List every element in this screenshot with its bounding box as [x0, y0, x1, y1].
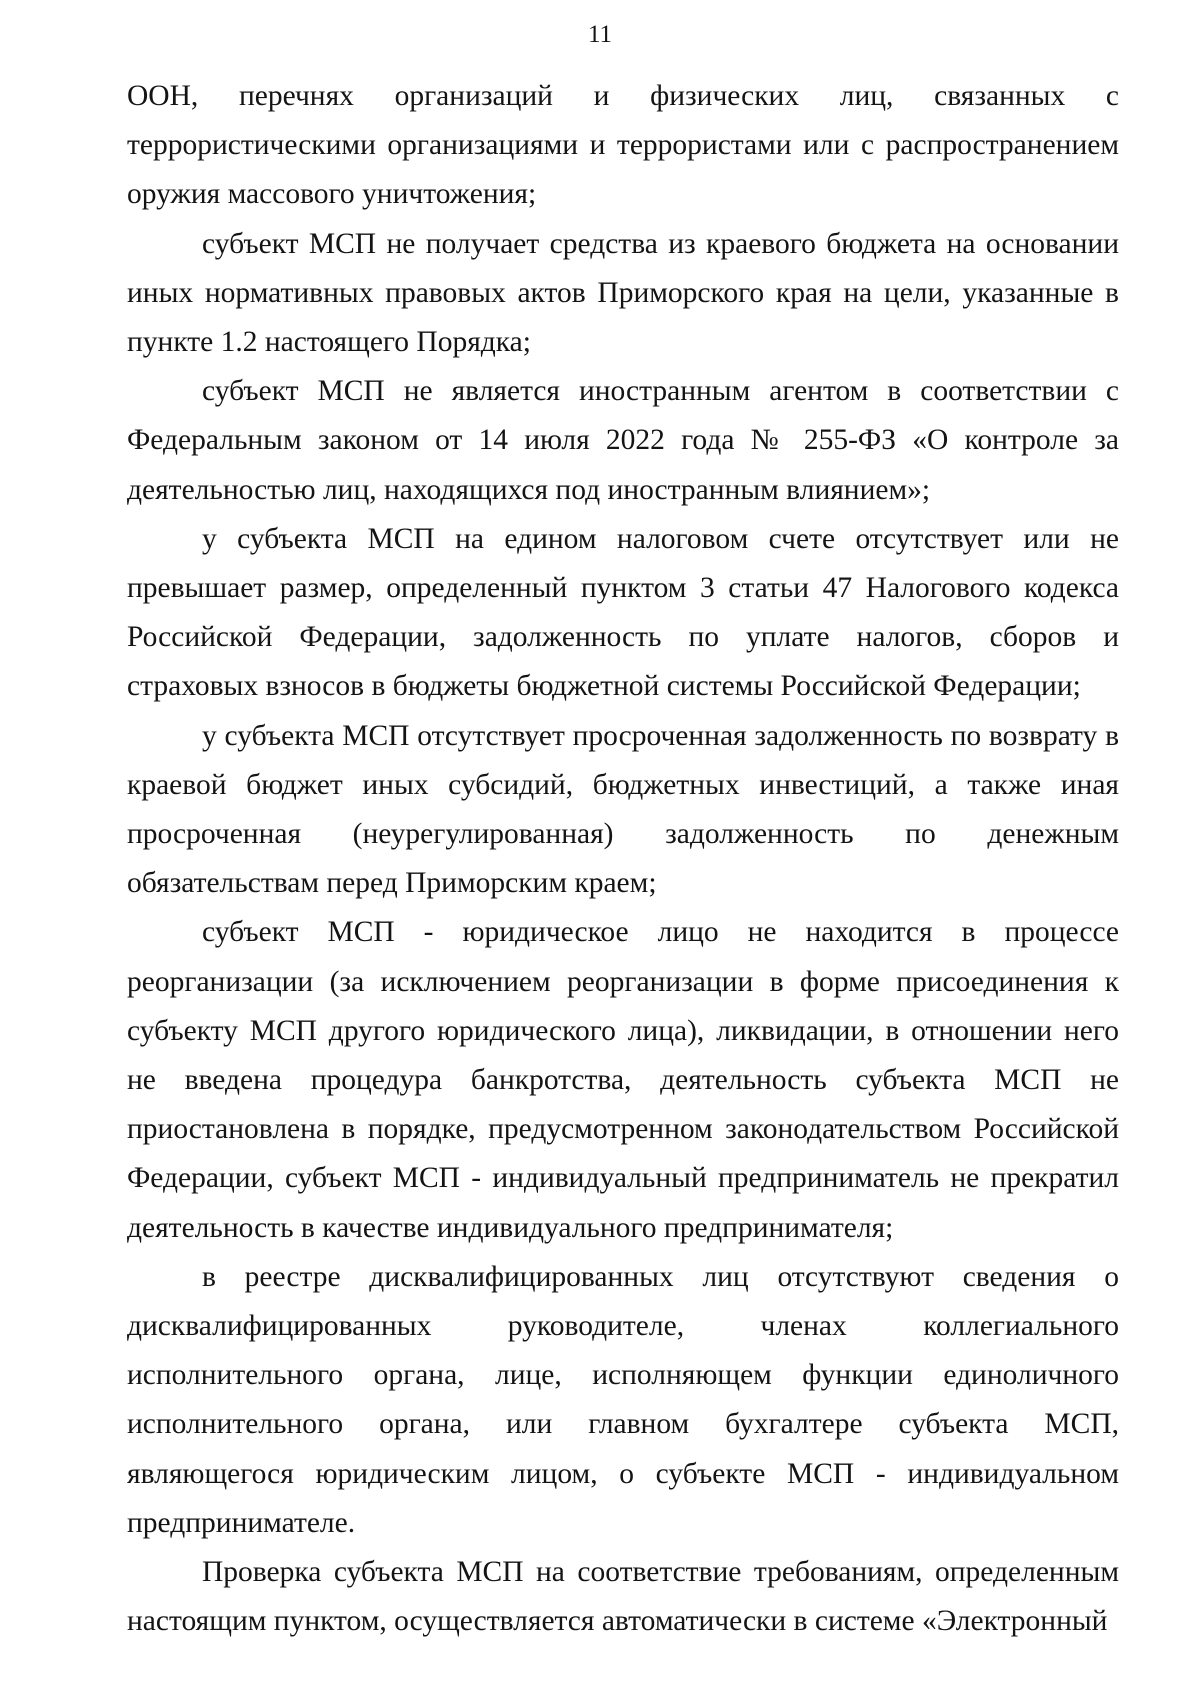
- paragraph-reorganization: субъект МСП - юридическое лицо не находится в процессе реорганизации (за исключением реорганизации в форме присоединения к субъекту МСП другого юридического лица), ликвидации, в отношении него не введена процедура банкротства, деятельность субъекта МСП не приостановлена в порядке, предусмотренном законодательством Российской Федерации, субъект МСП - индивидуальный предприниматель не прекратил деятельность в качестве индивидуального предпринимателя;: [127, 916, 1119, 1244]
- paragraph-disqualified-registry: в реестре дисквалифицированных лиц отсутствуют сведения о дисквалифицированных руководителе, членах коллегиального исполнительного органа, лице, исполняющем функции единоличного исполнительного органа, или главном бухгалтере субъекта МСП, являющегося юридическим лицом, о субъекте МСП - индивидуальном предпринимателе.: [127, 1260, 1119, 1539]
- page-number: 11: [587, 21, 613, 48]
- paragraph-continuation: ООН, перечнях организаций и физических лиц, связанных с террористическими организациями и террористами или с распространением оружия массового уничтожения;: [127, 80, 1119, 211]
- paragraph-overdue-debt: у субъекта МСП отсутствует просроченная задолженность по возврату в краевой бюджет иных субсидий, бюджетных инвестиций, а также иная просроченная (неурегулированная) задолженность по денежным обязательствам перед Приморским краем;: [127, 719, 1119, 900]
- paragraph-verification: Проверка субъекта МСП на соответствие требованиям, определенным настоящим пунктом, осуществляется автоматически в системе «Электронный: [127, 1556, 1119, 1638]
- paragraph-foreign-agent: субъект МСП не является иностранным агентом в соответствии с Федеральным законом от 14 июля 2022 года № 255-ФЗ «О контроле за деятельностью лиц, находящихся под иностранным влиянием»;: [127, 375, 1119, 506]
- paragraph-tax-debt: у субъекта МСП на едином налоговом счете отсутствует или не превышает размер, определенный пунктом 3 статьи 47 Налогового кодекса Российской Федерации, задолженность по уплате налогов, сборов и страховых взносов в бюджеты бюджетной системы Российской Федерации;: [127, 522, 1119, 703]
- document-body: [127, 72, 1119, 1647]
- paragraph-budget-funds: субъект МСП не получает средства из краевого бюджета на основании иных нормативных правовых актов Приморского края на цели, указанные в пункте 1.2 настоящего Порядка;: [127, 227, 1119, 359]
